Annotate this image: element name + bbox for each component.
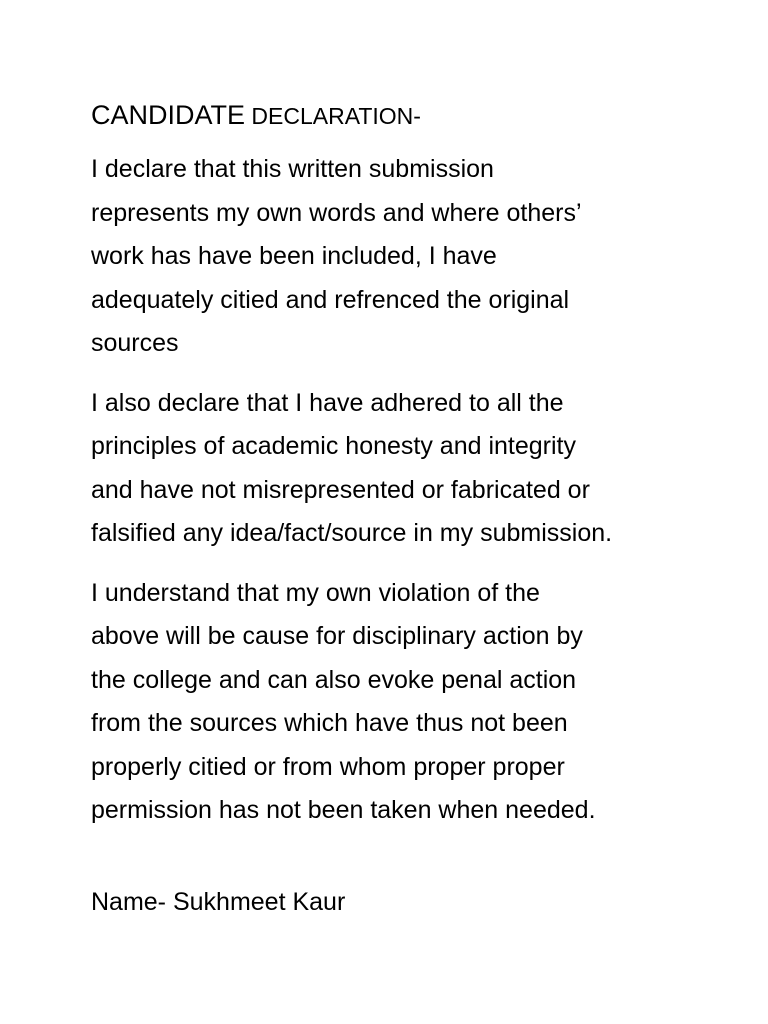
paragraph-line: permission has not been taken when needed. (91, 796, 596, 824)
paragraph-line: work has have been included, I have (91, 242, 497, 270)
title-rest: DECLARATION- (245, 103, 421, 129)
declaration-content (91, 95, 731, 924)
paragraph-line: I understand that my own violation of the (91, 578, 540, 607)
paragraph-honesty (91, 382, 731, 556)
paragraph-line: and have not misrepresented or fabricated or (91, 475, 590, 504)
paragraph-violation (91, 572, 731, 833)
title-main: CANDIDATE (91, 100, 246, 130)
paragraph-line: I also declare that I have adhered to all the (91, 388, 564, 417)
paragraph-line: principles of academic honesty and integrity (91, 432, 576, 460)
paragraph-line: falsified any idea/fact/source in my submission. (91, 519, 613, 547)
paragraph-line: I declare that this written submission (91, 155, 494, 183)
paragraph-line: represents my own words and where others’ (91, 198, 582, 227)
paragraph-line: the college and can also evoke penal action (91, 665, 577, 694)
paragraph-plagiarism (91, 148, 731, 366)
paragraph-line: sources (91, 329, 179, 357)
candidate-name: Name- Sukhmeet Kaur (91, 887, 346, 916)
paragraph-line: above will be cause for disciplinary action by (91, 622, 583, 650)
paragraph-line: adequately citied and refrenced the original (91, 285, 570, 314)
paragraph-line: properly citied or from whom proper proper (91, 752, 565, 781)
paragraph-line: from the sources which have thus not been (91, 709, 568, 737)
document-title (91, 95, 731, 136)
